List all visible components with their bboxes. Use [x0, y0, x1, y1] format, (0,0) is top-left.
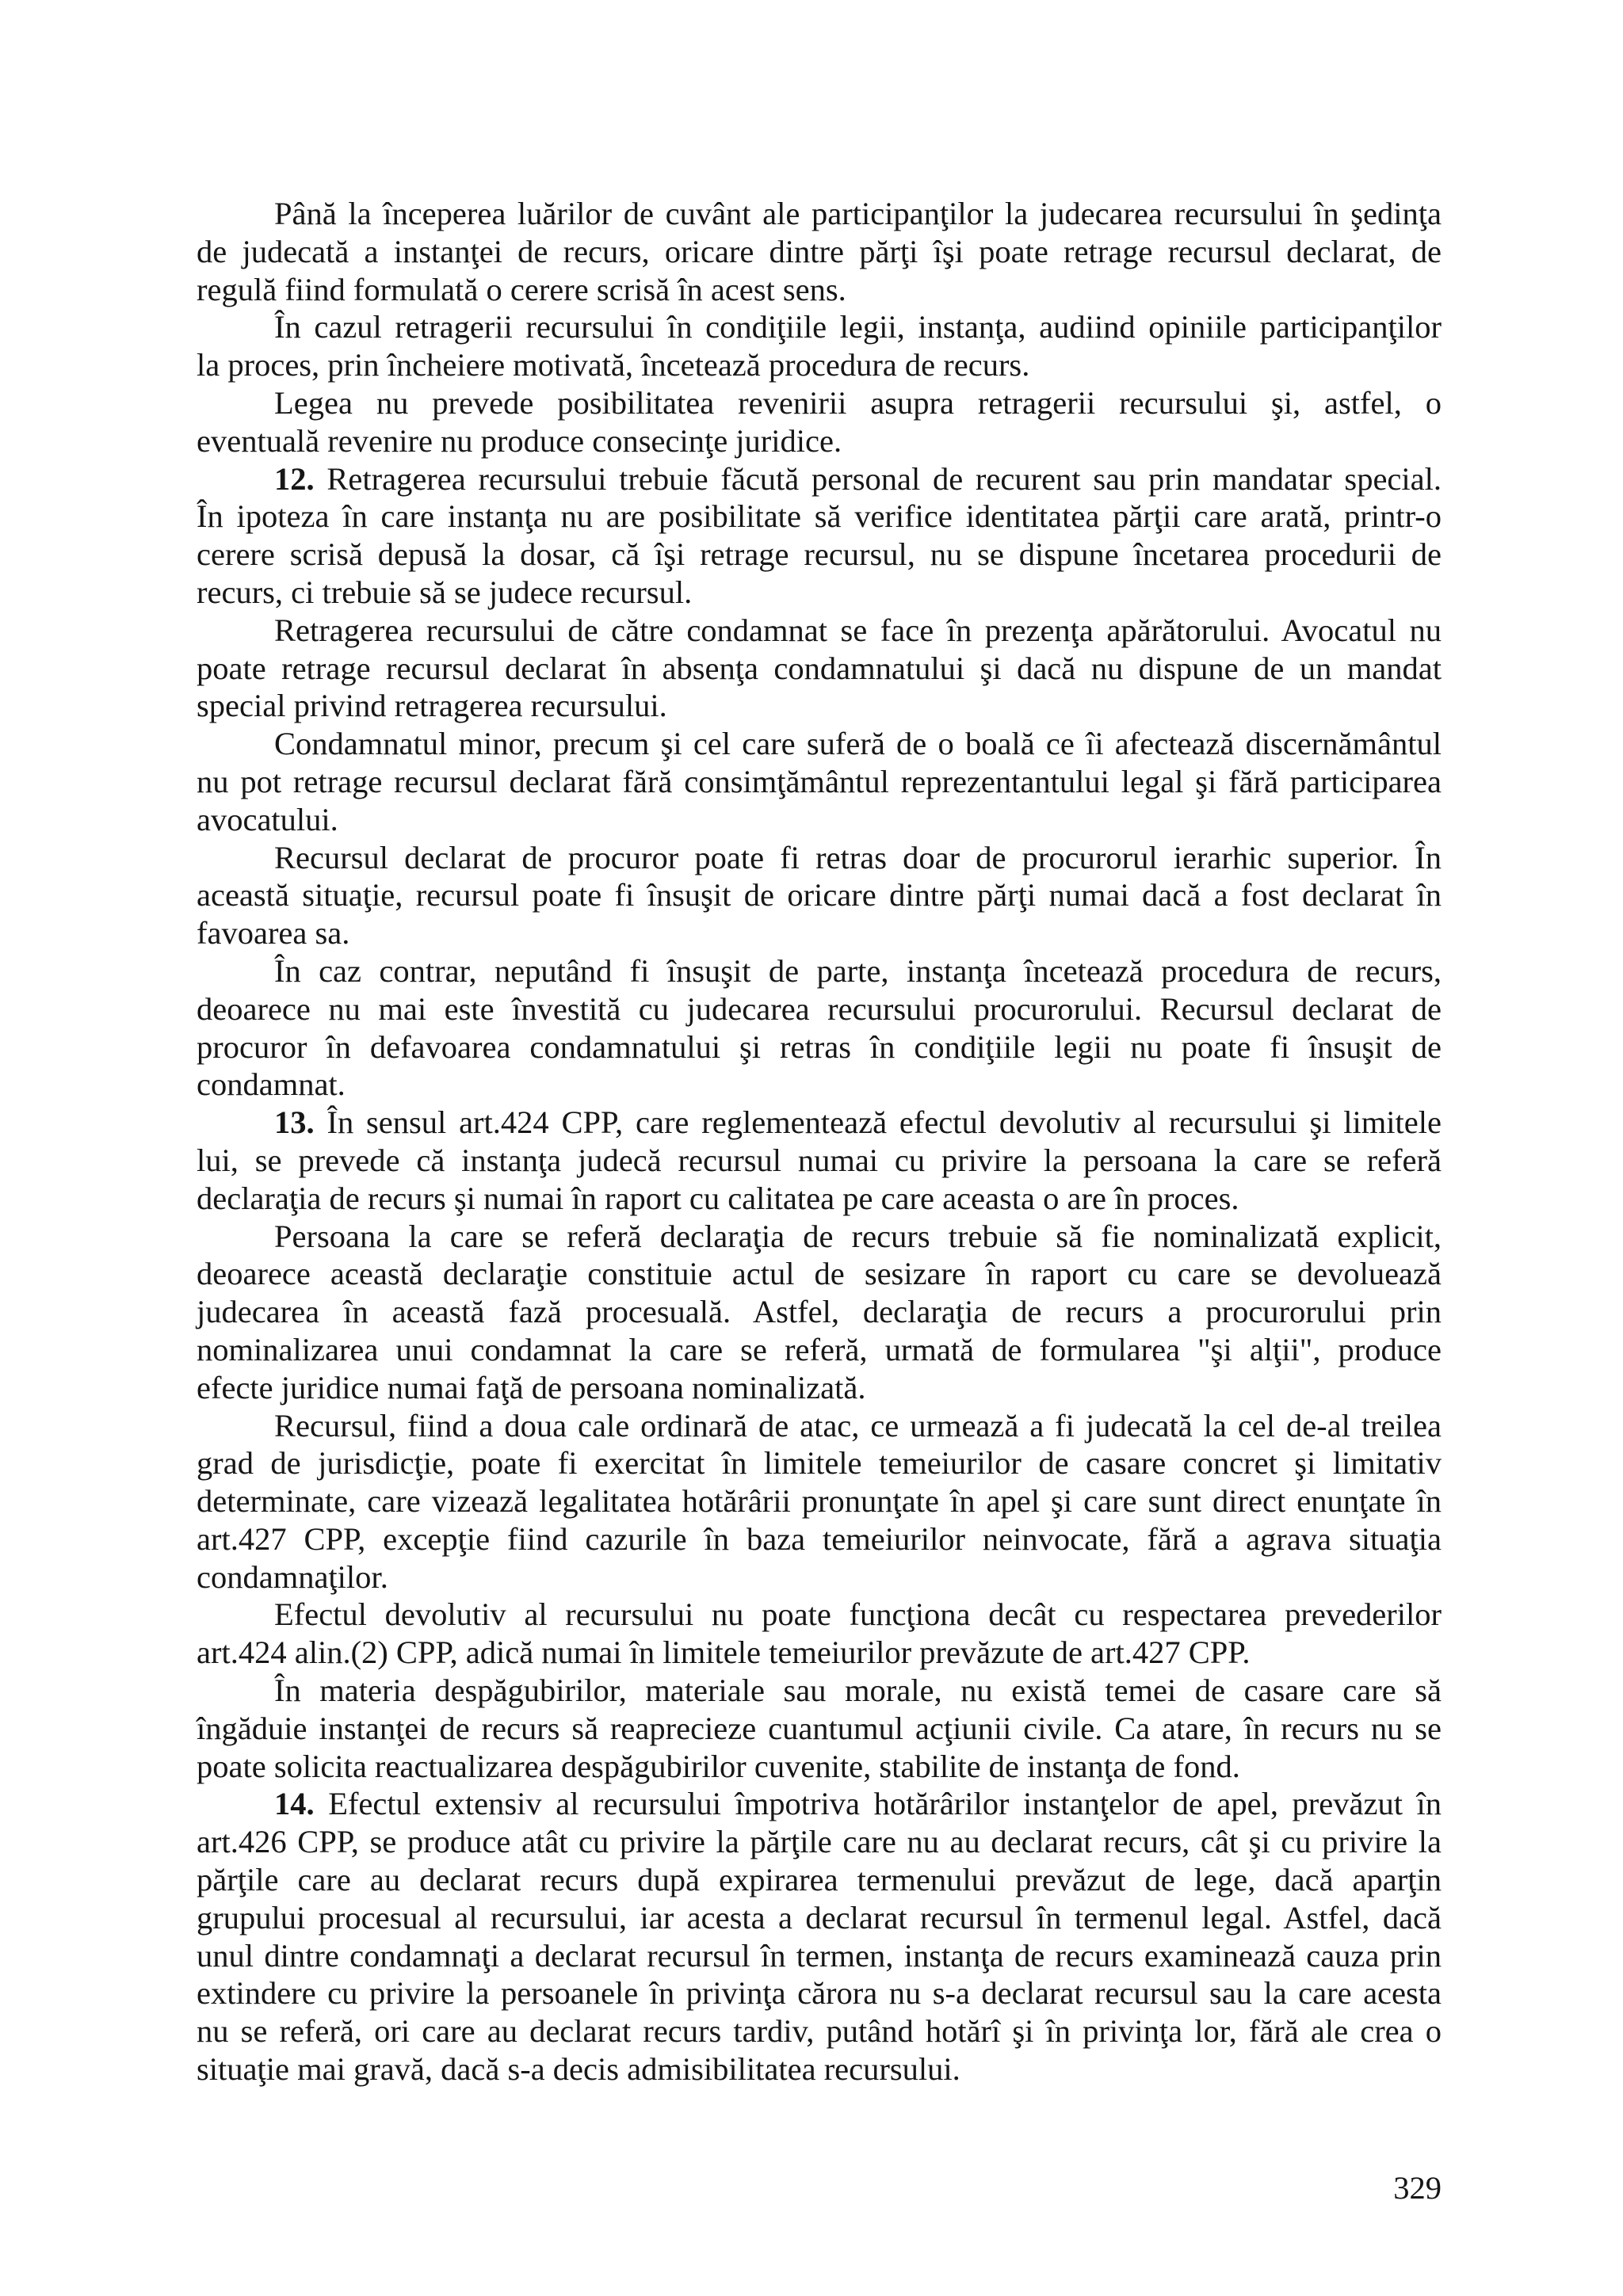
paragraph — [197, 1672, 1442, 1785]
text-line: În cazul retragerii recursului în condiţiile legii, instanţa, audiind opiniile participanţilor — [274, 309, 1442, 345]
text-line: art.426 CPP, se produce atât cu privire la părţile care nu au declarat recurs, cât şi cu privire la — [197, 1824, 1442, 1860]
paragraph — [197, 839, 1442, 952]
text-line: efecte juridice numai faţă de persoana nominalizată. — [197, 1369, 866, 1405]
text-line: declaraţia de recurs şi numai în raport cu calitatea pe care aceasta o are în proces. — [197, 1180, 1239, 1216]
text-line: avocatului. — [197, 801, 338, 837]
text-line: Recursul declarat de procuror poate fi retras doar de procurorul ierarhic superior. În — [274, 839, 1442, 875]
text-line: În ipoteza în care instanţa nu are posibilitate să verifice identitatea părţii care arată, printr-o — [197, 498, 1442, 535]
text-line: determinate, care vizează legalitatea hotărârii pronunţate în apel şi care sunt direct enunţate în — [197, 1483, 1442, 1520]
text-line: nu se referă, ori care au declarat recurs tardiv, putând hotărî şi în privinţa lor, fără ale crea o — [197, 2013, 1442, 2050]
text-line: această situaţie, recursul poate fi însuşit de oricare dintre părţi numai dacă a fost declarat în — [197, 877, 1442, 913]
text-line — [197, 1785, 1442, 1823]
text-line-content: În sensul art.424 CPP, care reglementează efectul devolutiv al recursului şi limitele — [327, 1104, 1442, 1141]
text-line: eventuală revenire nu produce consecinţe juridice. — [197, 422, 842, 459]
paragraph — [197, 1785, 1442, 2088]
text-line: În caz contrar, neputând fi însuşit de parte, instanţa încetează procedura de recurs, — [274, 952, 1442, 989]
text-line-content: Retragerea recursului trebuie făcută personal de recurent sau prin mandatar special. — [327, 460, 1442, 497]
text-line: poate retrage recursul declarat în absenţa condamnatului şi dacă nu dispune de un mandat — [197, 650, 1442, 686]
text-line: nu pot retrage recursul declarat fără consimţământul reprezentantului legal şi fără participarea — [197, 763, 1442, 799]
paragraph — [197, 1407, 1442, 1596]
text-line — [197, 1104, 1442, 1142]
text-line — [197, 460, 1442, 498]
text-line: părţile care au declarat recurs după expirarea termenului prevăzut de lege, dacă aparţin — [197, 1862, 1442, 1898]
section-number: 12. — [274, 460, 315, 497]
paragraph — [197, 384, 1442, 460]
text-line: Retragerea recursului de către condamnat se face în prezenţa apărătorului. Avocatul nu — [274, 612, 1442, 648]
paragraph — [197, 725, 1442, 838]
text-line: deoarece această declaraţie constituie actul de sesizare în raport cu care se devoluează — [197, 1256, 1442, 1292]
text-line: de judecată a instanţei de recurs, oricare dintre părţi îşi poate retrage recursul declarat, de — [197, 233, 1442, 269]
text-line-content: Efectul extensiv al recursului împotriva hotărârilor instanţelor de apel, prevăzut în — [328, 1786, 1442, 1822]
text-line: favoarea sa. — [197, 915, 350, 952]
paragraph — [197, 308, 1442, 384]
text-line: Condamnatul minor, precum şi cel care suferă de o boală ce îi afectează discernământul — [274, 726, 1442, 762]
text-line: îngăduie instanţei de recurs să reaprecieze cuantumul acţiunii civile. Ca atare, în recurs nu se — [197, 1710, 1442, 1746]
text-line: art.427 CPP, excepţie fiind cazurile în baza temeiurilor neinvocate, fără a agrava situaţia — [197, 1520, 1442, 1557]
text-line: grad de jurisdicţie, poate fi exercitat în limitele temeiurilor de casare concret şi limitativ — [197, 1445, 1442, 1482]
text-line: judecarea în această fază procesuală. Astfel, declaraţia de recurs a procurorului prin — [197, 1294, 1442, 1330]
text-line: special privind retragerea recursului. — [197, 688, 667, 724]
section-number: 14. — [274, 1786, 315, 1822]
text-line: situaţie mai gravă, dacă s-a decis admisibilitatea recursului. — [197, 2051, 960, 2088]
page-body — [197, 195, 1442, 2088]
text-line: recurs, ci trebuie să se judece recursul. — [197, 574, 693, 610]
text-line: cerere scrisă depusă la dosar, că îşi retrage recursul, nu se dispune încetarea procedurii de — [197, 536, 1442, 573]
text-line: Până la începerea luărilor de cuvânt ale participanţilor la judecarea recursului în şedinţa — [274, 196, 1442, 231]
text-line: regulă fiind formulată o cerere scrisă în acest sens. — [197, 271, 846, 307]
paragraph — [197, 1104, 1442, 1217]
text-line: la proces, prin încheiere motivată, încetează procedura de recurs. — [197, 347, 1030, 383]
text-line: nominalizarea unui condamnat la care se referă, urmată de formularea "şi alţii", produce — [197, 1331, 1442, 1367]
text-line: extindere cu privire la persoanele în privinţa cărora nu s-a declarat recursul sau la care acesta — [197, 1975, 1442, 2012]
paragraph — [197, 612, 1442, 725]
text-line: unul dintre condamnaţi a declarat recursul în termen, instanţa de recurs examinează cauza prin — [197, 1937, 1442, 1974]
text-line: grupului procesual al recursului, iar acesta a declarat recursul în termenul legal. Astfel, dacă — [197, 1899, 1442, 1936]
text-line: procuror în defavoarea condamnatului şi retras în condiţiile legii nu poate fi însuşit de — [197, 1028, 1442, 1065]
text-line: Legea nu prevede posibilitatea revenirii asupra retragerii recursului şi, astfel, o — [274, 384, 1442, 421]
text-line: Efectul devolutiv al recursului nu poate funcţiona decât cu respectarea prevederilor — [274, 1596, 1442, 1633]
page-number: 329 — [1393, 2170, 1442, 2206]
text-line: Recursul, fiind a doua cale ordinară de atac, ce urmează a fi judecată la cel de-al treilea — [274, 1407, 1442, 1444]
paragraph — [197, 195, 1442, 308]
section-number: 13. — [274, 1104, 315, 1141]
text-line: În materia despăgubirilor, materiale sau morale, nu există temei de casare care să — [274, 1672, 1442, 1709]
text-line: poate solicita reactualizarea despăgubirilor cuvenite, stabilite de instanţa de fond. — [197, 1748, 1240, 1784]
text-line: condamnaţilor. — [197, 1558, 388, 1595]
text-line: lui, se prevede că instanţa judecă recursul numai cu privire la persoana la care se referă — [197, 1142, 1442, 1178]
paragraph — [197, 1596, 1442, 1672]
paragraph — [197, 1218, 1442, 1407]
text-line: deoarece nu mai este învestită cu judecarea recursului procurorului. Recursul declarat de — [197, 990, 1442, 1027]
text-line: Persoana la care se referă declaraţia de recurs trebuie să fie nominalizată explicit, — [274, 1218, 1442, 1254]
text-line: condamnat. — [197, 1066, 346, 1103]
text-line: art.424 alin.(2) CPP, adică numai în limitele temeiurilor prevăzute de art.427 CPP. — [197, 1634, 1251, 1671]
paragraph — [197, 460, 1442, 612]
paragraph — [197, 952, 1442, 1104]
